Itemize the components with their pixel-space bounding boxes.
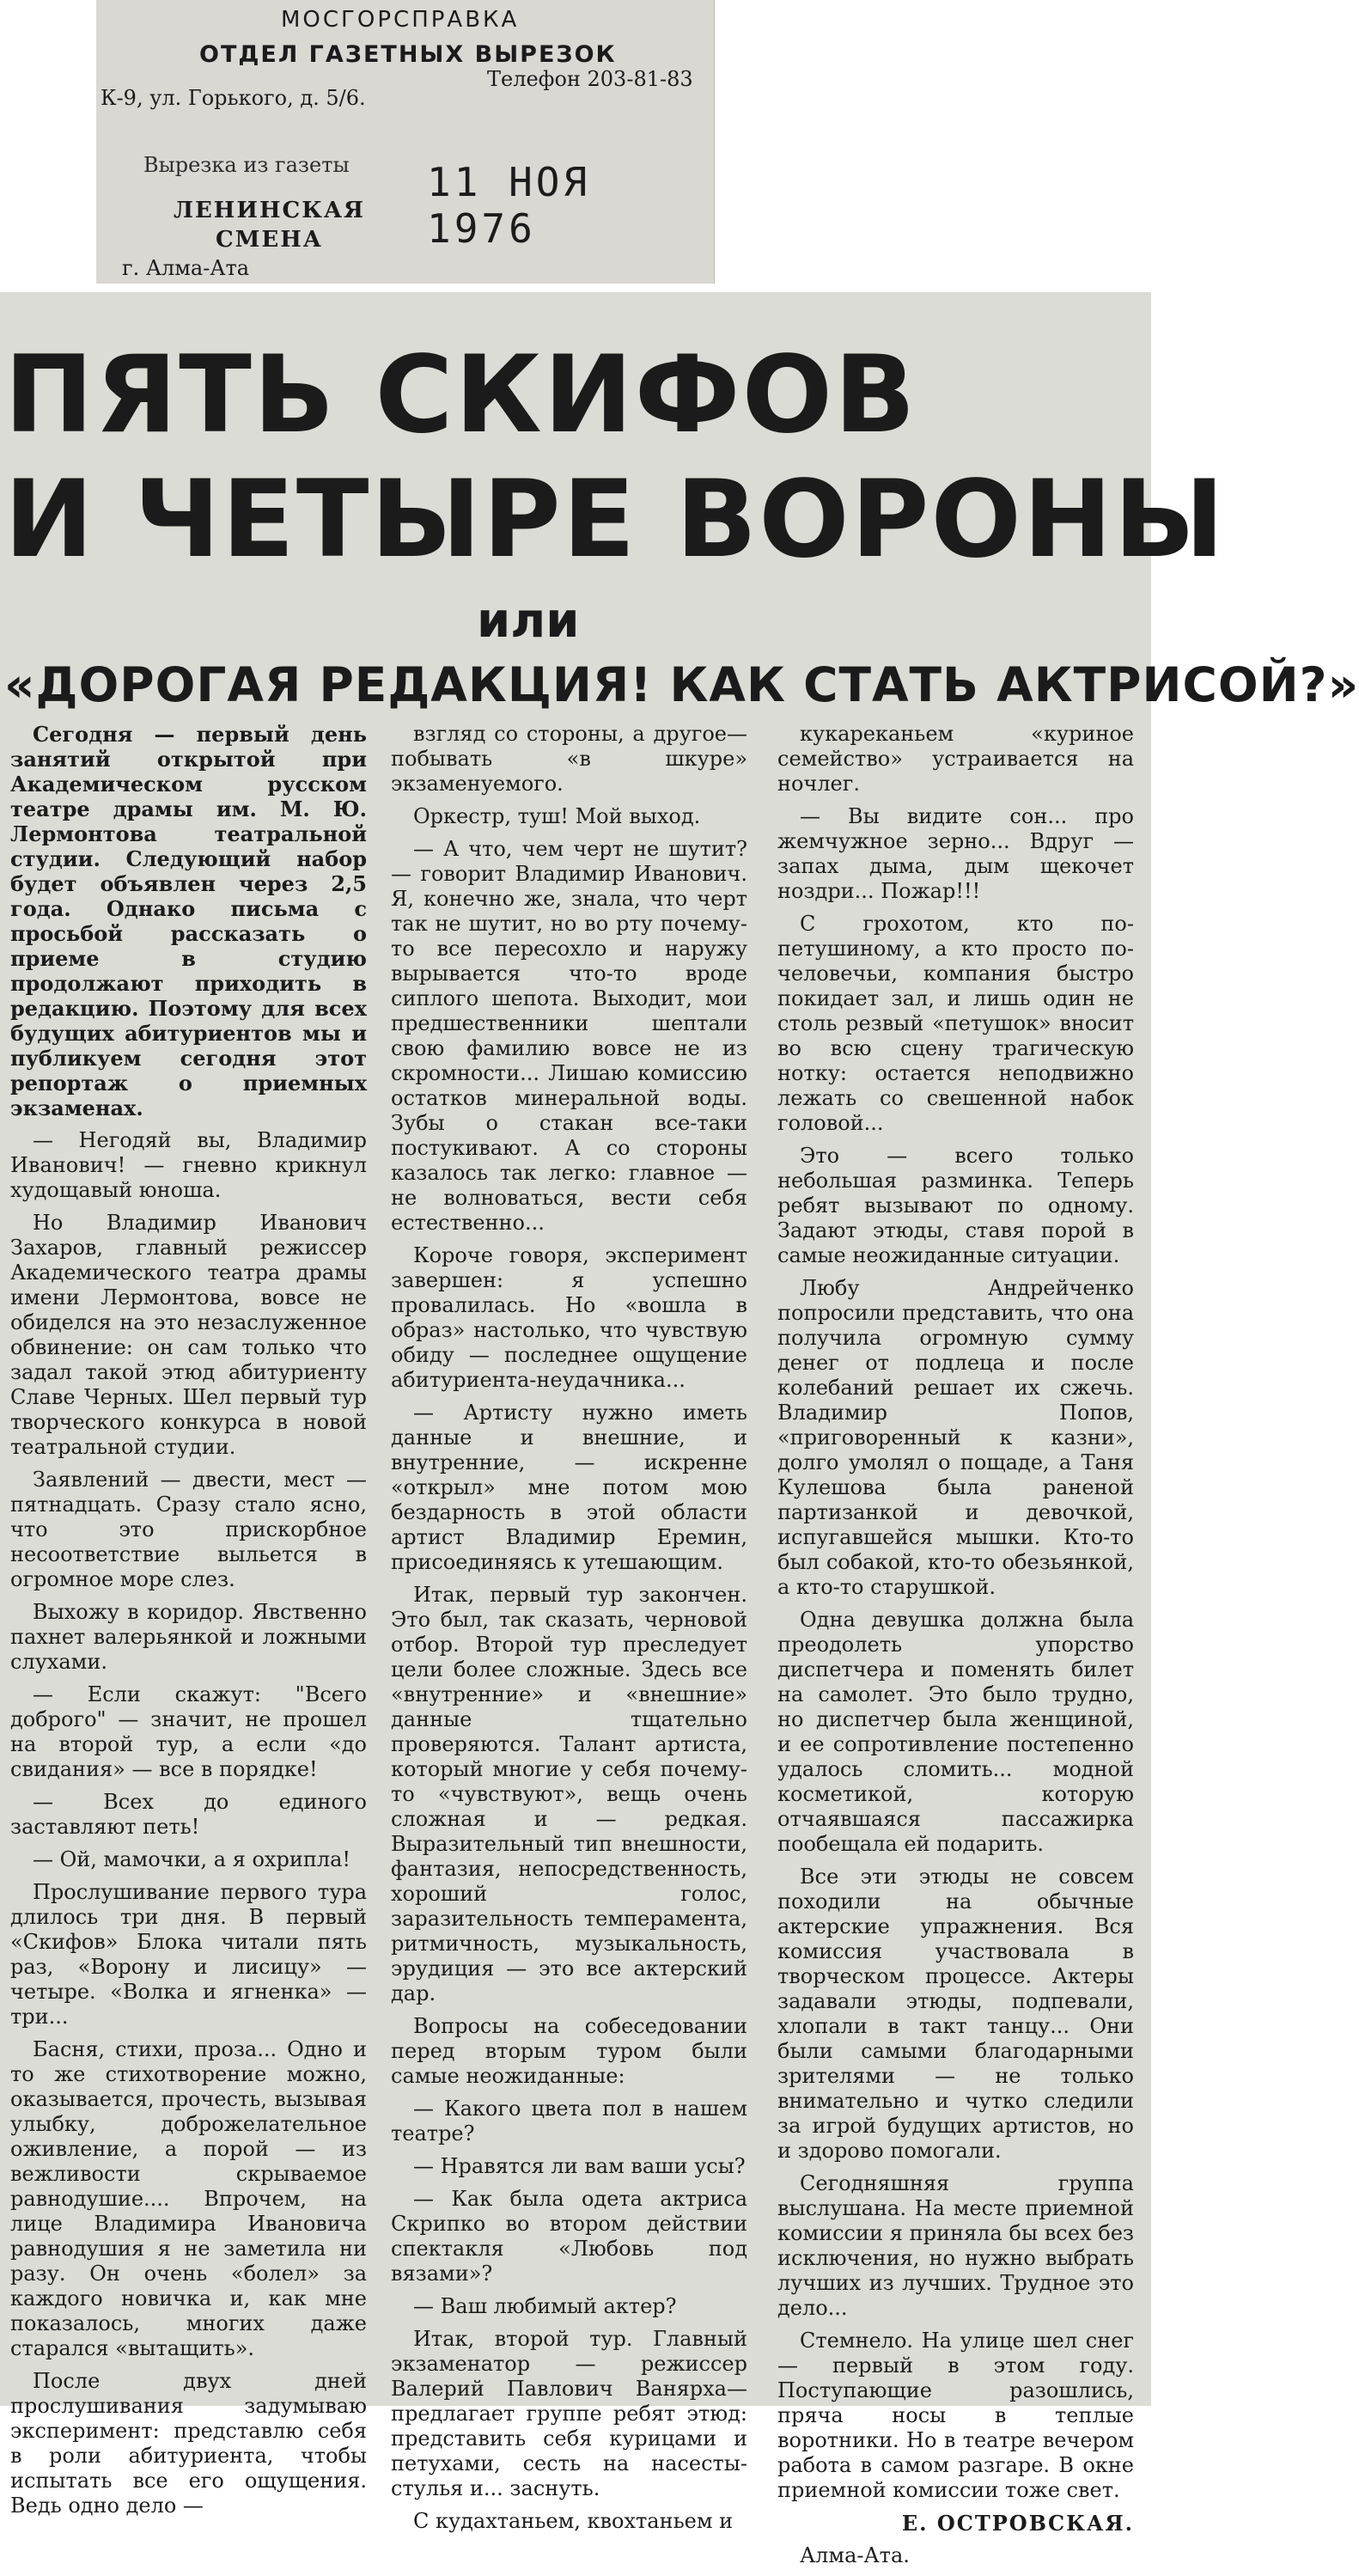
- paragraph: Одна девушка должна была преодолеть упорство диспетчера и поменять билет на самолет. Это было трудно, но диспетчер была женщиной, и ее сопротивление постепенно удалось сломить... модной косметикой, которую отчаявшаяся пассажирка пообещала ей подарить.: [777, 1608, 1134, 1856]
- article-column-3: [777, 722, 1134, 2576]
- paragraph: — Нравятся ли вам ваши усы?: [413, 2154, 746, 2178]
- paragraph: Но Владимир Иванович Захаров, главный режиссер Академического театра драмы имени Лермонтова, вовсе не обиделся на это незаслуженное обвинение: он сам только что задал такой этюд абитуриенту Славе Черных. Шел первый тур творческого конкурса в новой театральной студии.: [10, 1211, 367, 1459]
- author-location: Алма-Ата.: [800, 2543, 910, 2567]
- paragraph: — Как была одета актриса Скрипко во втором действии спектакля «Любовь под вязами»?: [391, 2187, 747, 2286]
- date-stamp: 11 НОЯ 1976: [427, 159, 591, 252]
- paragraph: — А что, чем черт не шутит? — говорит Владимир Иванович. Я, конечно же, знала, что черт так не шутит, но во рту почему-то все пересохло и наружу вырывается что-то вроде сиплого шепота. Выходит, мои предшественники шептали свою фамилию вовсе не из скромности... Лишаю комиссию остатков минеральной воды. Зубы о стакан все-таки постукивают. А со стороны казалось так легко: главное — не волноваться, вести себя естественно...: [391, 837, 747, 1235]
- paragraph: взгляд со стороны, а другое— побывать «в шкуре» экзаменуемого.: [391, 722, 747, 796]
- newspaper-name: [174, 196, 365, 254]
- paragraph: Итак, первый тур закончен. Это был, так сказать, черновой отбор. Второй тур преследует цели более сложные. Здесь все «внутренние» и «внешние» данные тщательно проверяются. Талант артиста, который многие у себя почему-то «чувствуют», вещь очень сложная и — редкая. Выразительный тип внешности, фантазия, непосредственность, хороший голос, заразительность темперамента, ритмичность, музыкальность, эрудиция — это все актерский дар.: [391, 1583, 747, 2005]
- paragraph: Оркестр, туш! Мой выход.: [413, 804, 701, 828]
- paragraph: — Негодяй вы, Владимир Иванович! — гневно крикнул худощавый юноша.: [10, 1128, 367, 1202]
- paragraph: Все эти этюды не совсем походили на обычные актерские упражнения. Вся комиссия участвовала в творческом процессе. Актеры задавали этюды, подпевали, хлопали в такт танцу... Они были самыми благодарными зрителями — не только внимательно и чутко следили за игрой будущих артистов, но и здорово помогали.: [777, 1865, 1134, 2163]
- paragraph: Прослушивание первого тура длилось три дня. В первый «Скифов» Блока читали пять раз, «Ворону и лисицу» — четыре. «Волка и ягненка» — три...: [10, 1880, 367, 2029]
- article-lede: [10, 722, 367, 1120]
- newspaper-name-line1: ЛЕНИНСКАЯ: [174, 198, 365, 223]
- newspaper-name-line2: СМЕНА: [215, 227, 323, 253]
- paragraph: Итак, второй тур. Главный экзаменатор — режиссер Валерий Павлович Ваняpха—предлагает группе ребят этюд: представить себя курицами и петухами, сесть на насесты-стулья и... заснуть.: [391, 2327, 747, 2500]
- author-signature: Е. ОСТРОВСКАЯ.: [901, 2511, 1134, 2536]
- paragraph: С грохотом, кто по-петушиному, а кто просто по-человечьи, компания быстро покидает зал, и лишь один не столь резвый «петушок» вносит во всю сцену трагическую нотку: остается неподвижно лежать со свешенной набок головой...: [777, 912, 1134, 1135]
- paragraph: После двух дней прослушивания задумываю эксперимент: представлю себя в роли абитуриента, чтобы испытать все его ощущения. Ведь одно дело —: [10, 2369, 367, 2518]
- paragraph: — Артисту нужно иметь данные и внешние, и внутренние, — искренне «открыл» мне потом мою бездарность в этой области артист Владимир Еремин, присоединяясь к утешающим.: [391, 1401, 747, 1574]
- article-column-1: [10, 722, 367, 2526]
- agency-name: МОСГОРСПРАВКА: [281, 7, 520, 33]
- paragraph: — Если скажут: "Всего доброго" — значит, не прошел на второй тур, а если «до свидания» — все в порядке!: [10, 1682, 367, 1781]
- paragraph: — Всех до единого заставляют петь!: [10, 1790, 367, 1839]
- paragraph: Это — всего только небольшая разминка. Теперь ребят вызывают по одному. Задают этюды, ставя порой в самые неожиданные ситуации.: [777, 1144, 1134, 1267]
- paragraph: С кудахтаньем, квохтаньем и: [413, 2509, 734, 2533]
- paragraph: Вопросы на собеседовании перед вторым туром были самые неожиданные:: [391, 2014, 747, 2088]
- paragraph: Короче говоря, эксперимент завершен: я успешно провалилась. Но «вошла в образ» настолько, что чувствую обиду — последнее ощущение абитуриента-неудачника...: [391, 1243, 747, 1392]
- clipping-service-stamp: [96, 0, 715, 284]
- department-name: ОТДЕЛ ГАЗЕТНЫХ ВЫРЕЗОК: [199, 41, 617, 68]
- newspaper-clipping: [0, 292, 1359, 2567]
- paragraph: Басня, стихи, проза... Одно и то же стихотворение можно, оказывается, прочесть, вызывая улыбку, доброжелательное оживление, а порой — из вежливости скрываемое равнодушие.... Впрочем, на лице Владимира Ивановича равнодушия я не заметила ни разу. Он очень «болел» за каждого новичка и, как мне показалось, многих даже старался «вытащить».: [10, 2037, 367, 2360]
- paragraph: — Ваш любимый актер?: [413, 2294, 677, 2318]
- column-1-body: [10, 1128, 367, 2518]
- paragraph: Заявлений — двести, мест — пятнадцать. Сразу стало ясно, что это прискорбное несоответствие выльется в огромное море слез.: [10, 1468, 367, 1591]
- paragraph: Сегодняшняя группа выслушана. На месте приемной комиссии я приняла бы всех без исключения, но нужно выбрать лучших из лучших. Трудное это дело...: [777, 2171, 1134, 2320]
- paragraph: Стемнело. На улице шел снег — первый в этом году. Поступающие разошлись, пряча носы в теплые воротники. Но в театре вечером работа в самом разгаре. В окне приемной комиссии тоже свет.: [777, 2329, 1134, 2502]
- paragraph: — Какого цвета пол в нашем театре?: [391, 2097, 747, 2146]
- phone-number: Телефон 203-81-83: [487, 67, 693, 91]
- address: К-9, ул. Горького, д. 5/6.: [101, 86, 366, 110]
- lede-paragraph: Сегодня — первый день занятий открытой при Академическом русском театре драмы им. М. Ю. Лермонтова театральной студии. Следующий набор будет объявлен через 2,5 года. Однако письма с просьбой рассказать о приеме в студию продолжают приходить в редакцию. Поэтому для всех будущих абитуриентов мы и публикуем сегодня этот репортаж о приемных экзаменах.: [10, 722, 367, 1120]
- paragraph: Выхожу в коридор. Явственно пахнет валерьянкой и ложными слухами.: [10, 1600, 367, 1674]
- clipping-from-label: Вырезка из газеты: [143, 153, 350, 177]
- paragraph: — Вы видите сон... про жемчужное зерно... Вдруг — запах дыма, дым щекочет ноздри... Пожар!!!: [777, 804, 1134, 903]
- subheadline: «ДОРОГАЯ РЕДАКЦИЯ! КАК СТАТЬ АКТРИСОЙ?»: [4, 657, 1359, 712]
- newspaper-city: г. Алма-Ата: [122, 256, 250, 280]
- paragraph: кукареканьем «куриное семейство» устраивается на ночлег.: [777, 722, 1134, 796]
- headline-line2: И ЧЕТЫРЕ ВОРОНЫ: [4, 458, 1227, 582]
- paragraph: Любу Андрейченко попросили представить, что она получила огромную сумму денег от подлеца и после колебаний решает их сжечь. Владимир Попов, «приговоренный к казни», долго умолял о пощаде, а Таня Кулешова была раненой партизанкой и девочкой, испугавшейся мышки. Кто-то был собакой, кто-то обезьянкой, а кто-то старушкой.: [777, 1276, 1134, 1599]
- article-column-2: [391, 722, 747, 2542]
- paragraph: — Ой, мамочки, а я охрипла!: [33, 1847, 351, 1871]
- headline-line1: ПЯТЬ СКИФОВ: [4, 333, 917, 457]
- headline-or: или: [477, 593, 580, 649]
